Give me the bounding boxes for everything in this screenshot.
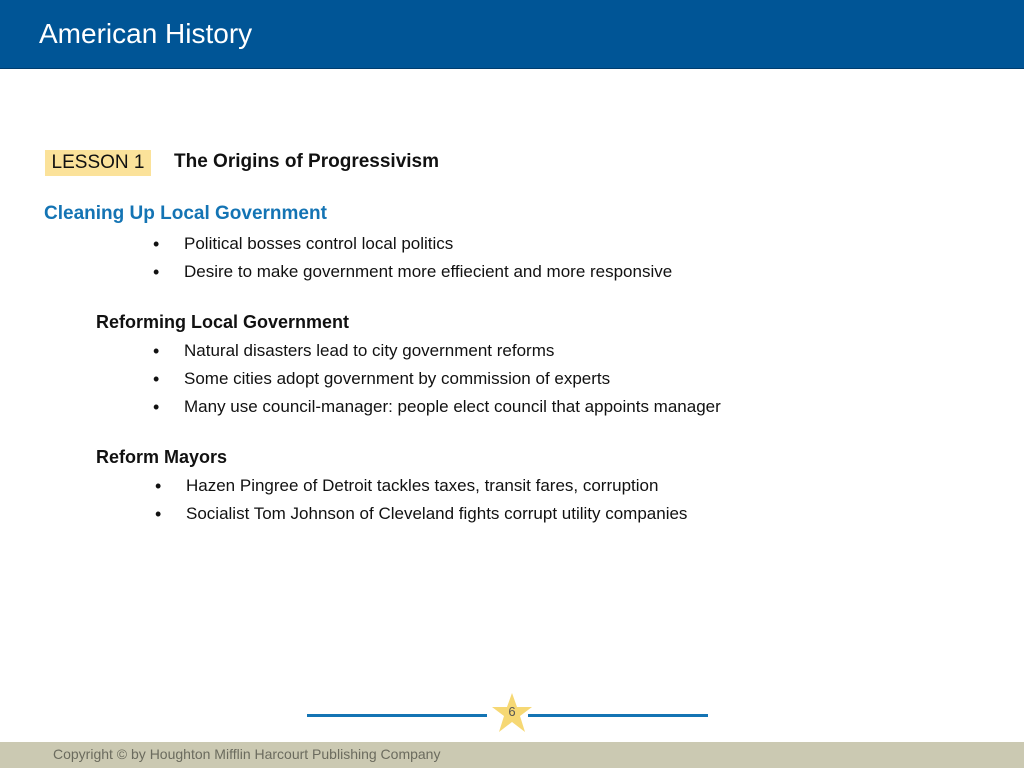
footer-bar [0, 742, 1024, 768]
bullet-item: • Natural disasters lead to city government reforms [152, 337, 721, 365]
lesson-title: The Origins of Progressivism [174, 151, 440, 172]
course-title: American History [39, 18, 253, 49]
bullet-item: • Hazen Pingree of Detroit tackles taxes, transit fares, corruption [154, 472, 687, 500]
footer-divider-left [307, 714, 487, 717]
bullet-item: • Desire to make government more effiecient and more responsive [152, 258, 672, 286]
bullet-item: • Many use council-manager: people elect council that appoints manager [152, 393, 721, 421]
section-heading-cleaning-up: Cleaning Up Local Government [44, 203, 327, 224]
bullet-list-reforming [152, 337, 721, 421]
footer-divider-right [528, 714, 708, 717]
slide-header [0, 0, 1024, 69]
bullet-list-cleaning-up [152, 230, 672, 286]
page-number: 6 [508, 704, 516, 719]
bullet-list-reform-mayors [154, 472, 687, 528]
copyright-notice: Copyright © by Houghton Mifflin Harcourt Publishing Company [53, 746, 441, 762]
bullet-item: • Political bosses control local politics [152, 230, 672, 258]
bullet-item: • Some cities adopt government by commission of experts [152, 365, 721, 393]
section-heading-reforming: Reforming Local Government [96, 312, 350, 332]
lesson-badge: LESSON 1 [45, 150, 151, 176]
bullet-item: • Socialist Tom Johnson of Cleveland fights corrupt utility companies [154, 500, 687, 528]
section-heading-reform-mayors: Reform Mayors [96, 447, 228, 467]
